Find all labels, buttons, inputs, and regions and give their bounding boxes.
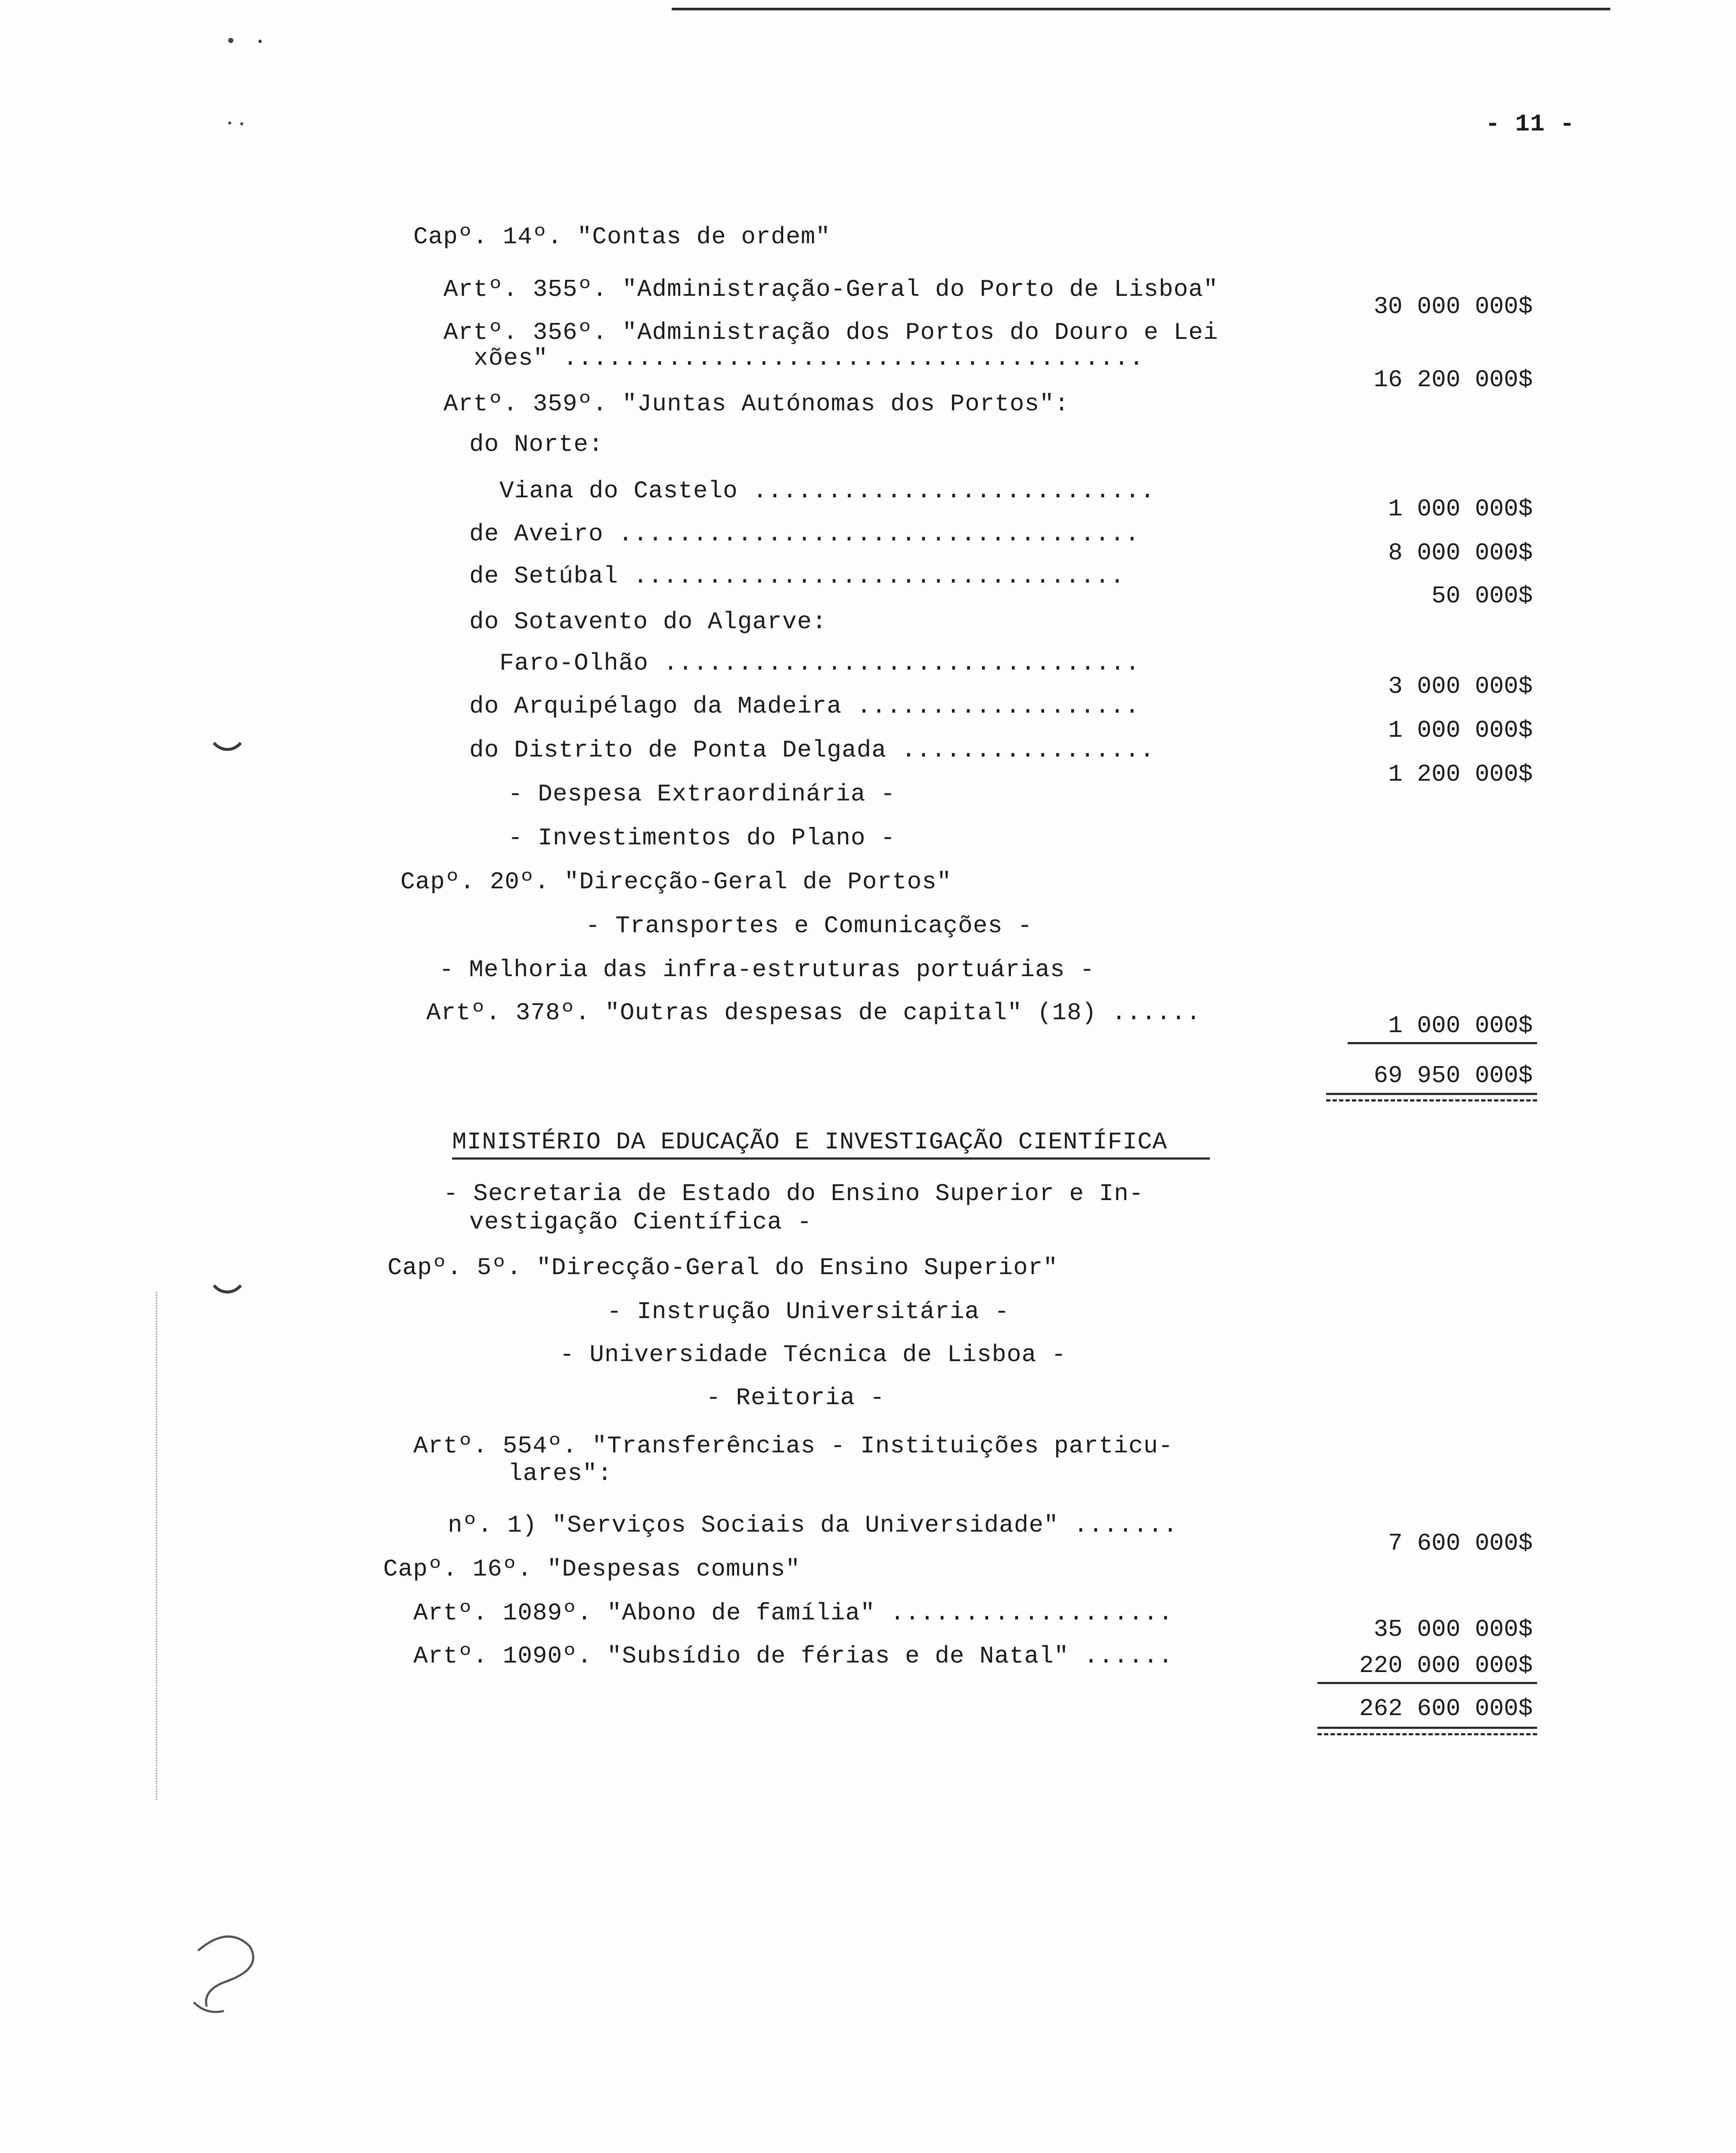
art-554-line-1: Artº. 554º. "Transferências - Instituições particu- <box>413 1432 1173 1460</box>
cap-5-line: Capº. 5º. "Direcção-Geral do Ensino Superior" <box>388 1254 1058 1281</box>
ports-total: 69 950 000$ <box>1373 1062 1533 1089</box>
ministerio-heading: MINISTÉRIO DA EDUCAÇÃO E INVESTIGAÇÃO CIENTÍFICA <box>452 1128 1168 1156</box>
art-1089-line: Artº. 1089º. "Abono de família" ................... <box>413 1599 1173 1627</box>
faro-value: 3 000 000$ <box>1388 673 1533 700</box>
art-378-underline <box>1348 1042 1537 1044</box>
melhoria-line: - Melhoria das infra-estruturas portuárias - <box>439 956 1095 983</box>
art-378-value: 1 000 000$ <box>1388 1012 1533 1039</box>
madeira-value: 1 000 000$ <box>1388 717 1533 744</box>
ponta-delgada-value: 1 200 000$ <box>1388 760 1533 788</box>
madeira-line: do Arquipélago da Madeira ................... <box>469 692 1140 720</box>
investimentos-plano: - Investimentos do Plano - <box>508 824 896 852</box>
art-1090-value: 220 000 000$ <box>1359 1652 1533 1679</box>
setubal-value: 50 000$ <box>1431 582 1533 610</box>
utl-line: - Universidade Técnica de Lisboa - <box>560 1341 1066 1368</box>
art-378-line: Artº. 378º. "Outras despesas de capital" (18) ...... <box>426 999 1201 1027</box>
art-359-line: Artº. 359º. "Juntas Autónomas dos Portos": <box>443 390 1070 418</box>
ports-total-double-rule <box>1326 1093 1537 1101</box>
speck-mark <box>228 121 231 124</box>
art-356-line-2: xões" ....................................... <box>474 344 1144 372</box>
faro-line: Faro-Olhão ................................ <box>499 649 1141 677</box>
margin-curve-mark <box>206 698 249 751</box>
cap-20-line: Capº. 20º. "Direcção-Geral de Portos" <box>400 868 952 896</box>
speck-mark <box>228 38 233 43</box>
page-number: - 11 - <box>1485 110 1575 138</box>
art-356-line-1: Artº. 356º. "Administração dos Portos do Douro e Lei <box>443 319 1218 346</box>
aveiro-line: de Aveiro ................................... <box>469 520 1140 548</box>
n1-value: 7 600 000$ <box>1388 1529 1533 1557</box>
reitoria-line: - Reitoria - <box>706 1384 885 1412</box>
instrucao-line: - Instrução Universitária - <box>607 1298 1010 1325</box>
art-1090-line: Artº. 1090º. "Subsídio de férias e de Natal" ...... <box>413 1642 1173 1670</box>
speck-mark <box>240 122 243 125</box>
do-norte-label: do Norte: <box>469 431 604 458</box>
speck-mark <box>258 40 262 43</box>
art-1090-underline <box>1318 1682 1537 1684</box>
handwritten-question-mark <box>181 1929 276 2024</box>
art-355-value: 30 000 000$ <box>1373 293 1533 320</box>
sotavento-label: do Sotavento do Algarve: <box>469 608 827 636</box>
cap-14-line: Capº. 14º. "Contas de ordem" <box>413 223 831 251</box>
viana-line: Viana do Castelo ........................... <box>499 477 1155 505</box>
secretaria-line-2: vestigação Científica - <box>469 1208 812 1236</box>
art-356-value: 16 200 000$ <box>1373 366 1533 394</box>
ministerio-heading-underline <box>452 1157 1210 1160</box>
aveiro-value: 8 000 000$ <box>1388 539 1533 567</box>
ponta-delgada-line: do Distrito de Ponta Delgada ................. <box>469 736 1155 764</box>
n1-line: nº. 1) "Serviços Sociais da Universidade" ....... <box>448 1511 1178 1539</box>
cap-16-line: Capº. 16º. "Despesas comuns" <box>383 1555 800 1583</box>
art-355-line: Artº. 355º. "Administração-Geral do Porto de Lisboa" <box>443 276 1218 303</box>
despesa-extraordinaria: - Despesa Extraordinária - <box>508 780 896 808</box>
binding-edge <box>156 1292 158 1800</box>
transportes-line: - Transportes e Comunicações - <box>586 912 1033 940</box>
education-total-double-rule <box>1318 1727 1537 1735</box>
education-total: 262 600 000$ <box>1359 1695 1533 1722</box>
secretaria-line-1: - Secretaria de Estado do Ensino Superior e In- <box>443 1180 1144 1207</box>
top-rule <box>672 8 1610 10</box>
art-554-line-2: lares": <box>508 1460 613 1487</box>
margin-curve-mark <box>206 1240 249 1294</box>
art-1089-value: 35 000 000$ <box>1373 1616 1533 1643</box>
viana-value: 1 000 000$ <box>1388 495 1533 523</box>
setubal-line: de Setúbal ................................. <box>469 562 1125 590</box>
